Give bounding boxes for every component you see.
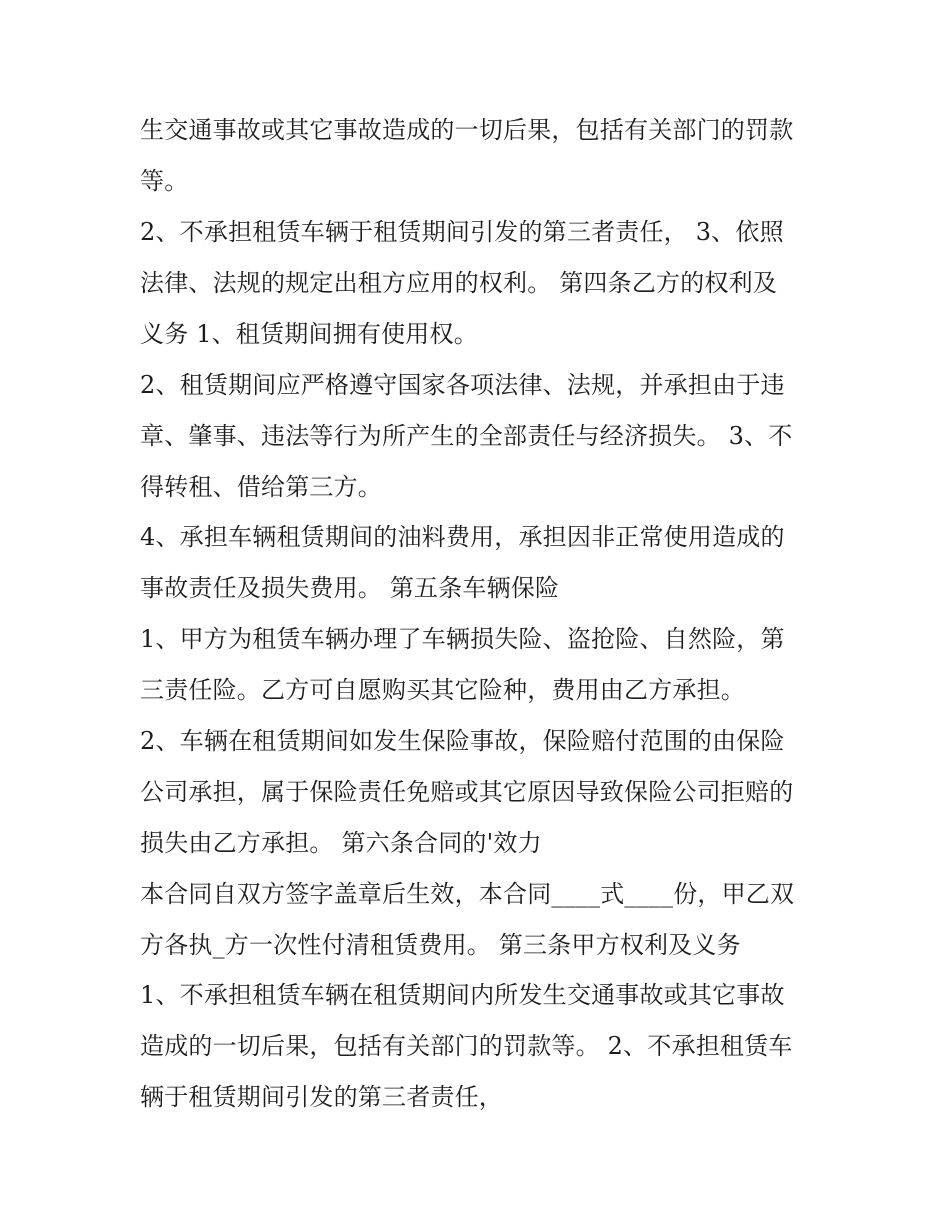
- text-line-14: 公司承担，属于保险责任免赔或其它原因导致保险公司拒赔的: [140, 778, 794, 806]
- text-line-2: 等。: [140, 167, 189, 195]
- text-line-17: 方各执_方一次性付清租赁费用。 第三条甲方权利及义务: [140, 931, 741, 959]
- text-line-15: 损失由乙方承担。 第六条合同的'效力: [140, 829, 542, 857]
- text-line-8: 得转租、借给第三方。: [140, 473, 382, 501]
- text-line-1: 生交通事故或其它事故造成的一切后果，包括有关部门的罚款: [140, 116, 794, 144]
- text-line-4: 法律、法规的规定出租方应用的权利。 第四条乙方的权利及: [140, 269, 778, 297]
- text-line-19: 造成的一切后果，包括有关部门的罚款等。 2、不承担租赁车: [140, 1032, 793, 1060]
- text-line-20: 辆于租赁期间引发的第三者责任，: [140, 1083, 503, 1111]
- text-line-7: 章、肇事、违法等行为所产生的全部责任与经济损失。 3、不: [140, 422, 793, 450]
- text-line-18: 1、不承担租赁车辆在租赁期间内所发生交通事故或其它事故: [140, 981, 785, 1009]
- text-line-6: 2、租赁期间应严格遵守国家各项法律、法规，并承担由于违: [140, 371, 785, 399]
- text-line-3: 2、不承担租赁车辆于租赁期间引发的第三者责任， 3、依照: [140, 218, 784, 246]
- text-line-16: 本合同自双方签字盖章后生效，本合同____式____份，甲乙双: [140, 880, 795, 908]
- text-line-9: 4、承担车辆租赁期间的油料费用，承担因非正常使用造成的: [140, 523, 785, 551]
- text-line-13: 2、车辆在租赁期间如发生保险事故，保险赔付范围的由保险: [140, 727, 785, 755]
- text-line-5: 义务 1、租赁期间拥有使用权。: [140, 320, 478, 348]
- text-line-11: 1、甲方为租赁车辆办理了车辆损失险、盗抢险、自然险，第: [140, 625, 785, 653]
- text-line-12: 三责任险。乙方可自愿购买其它险种，费用由乙方承担。: [140, 676, 745, 704]
- text-line-10: 事故责任及损失费用。 第五条车辆保险: [140, 574, 560, 602]
